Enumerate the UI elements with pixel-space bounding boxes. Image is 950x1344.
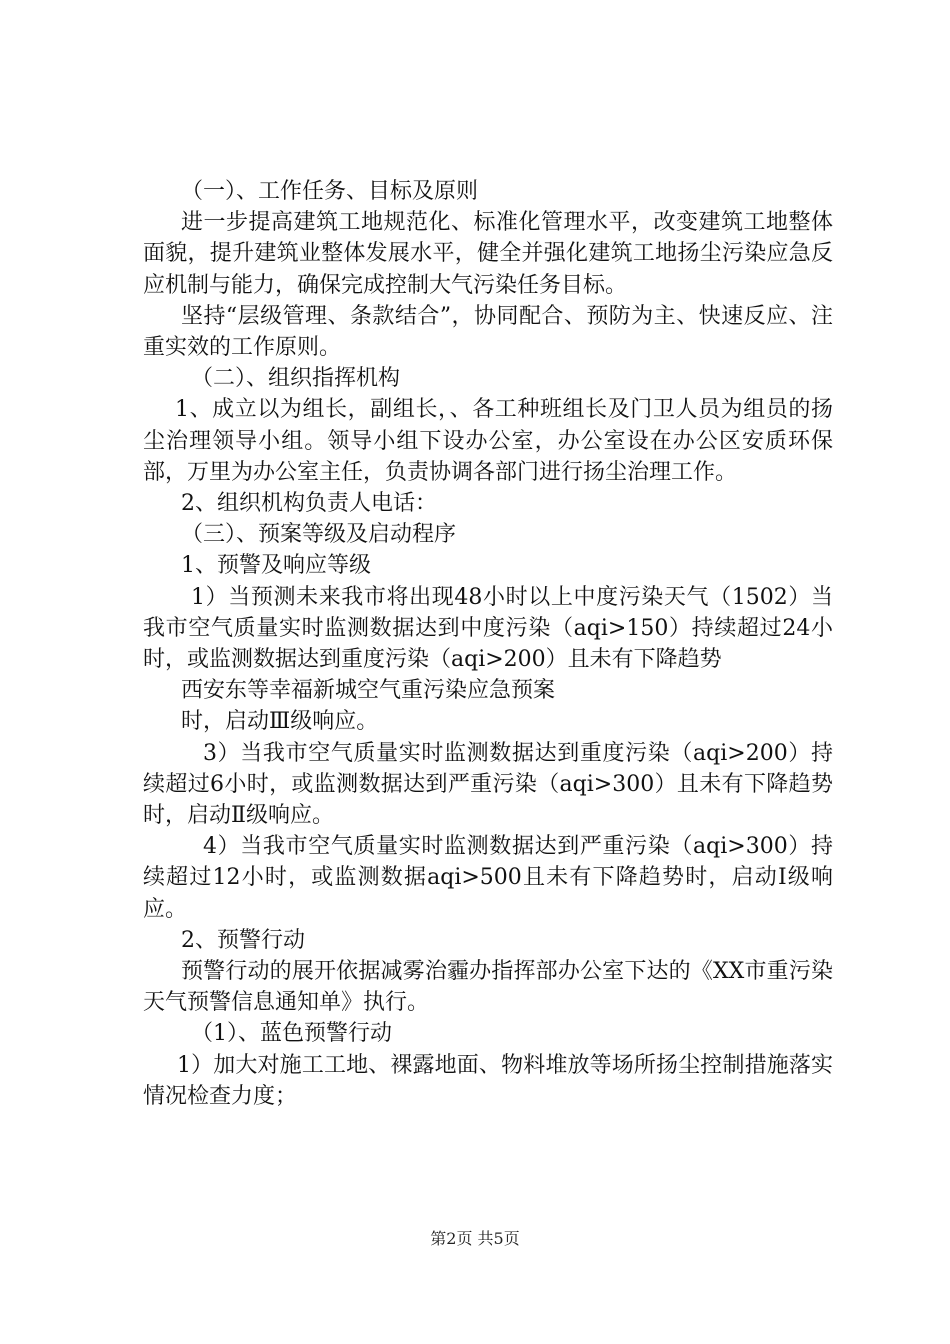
paragraph: 1）当预测未来我市将出现48小时以上中度污染天气（1502）当我市空气质量实时监测数据达到中度污染（aqi>150）持续超过24小时，或监测数据达到重度污染（aqi>200）且未有下降趋势 bbox=[143, 584, 833, 673]
section-heading-3: （三）、预案等级及启动程序 bbox=[181, 522, 457, 548]
document-body bbox=[143, 176, 833, 1112]
section-heading-2: （二）、组织指挥机构 bbox=[191, 366, 401, 392]
paragraph: 时，启动Ⅲ级响应。 bbox=[181, 709, 379, 735]
paragraph: 预警行动的展开依据减雾治霾办指挥部办公室下达的《XX市重污染天气预警信息通知单》执行。 bbox=[143, 959, 833, 1016]
embedded-title-line: 西安东等幸福新城空气重污染应急预案 bbox=[181, 678, 556, 704]
paragraph: 4）当我市空气质量实时监测数据达到严重污染（aqi>300）持续超过12小时，或监测数据aqi>500且未有下降趋势时，启动Ⅰ级响应。 bbox=[143, 834, 833, 922]
sub-heading: 1、预警及响应等级 bbox=[181, 553, 371, 579]
paragraph: 坚持“层级管理、条款结合”，协同配合、预防为主、快速反应、注重实效的工作原则。 bbox=[143, 303, 833, 361]
paragraph: 1）加大对施工工地、裸露地面、物料堆放等场所扬尘控制措施落实情况检查力度； bbox=[143, 1052, 833, 1109]
section-heading-1: （一）、工作任务、目标及原则 bbox=[181, 179, 479, 204]
paragraph: 进一步提高建筑工地规范化、标准化管理水平，改变建筑工地整体面貌，提升建筑业整体发展水平，健全并强化建筑工地扬尘污染应急反应机制与能力，确保完成控制大气污染任务目标。 bbox=[143, 210, 833, 298]
sub-heading: 2、预警行动 bbox=[181, 927, 305, 953]
paragraph: 1、成立以为组长，副组长，、各工种班组长及门卫人员为组员的扬尘治理领导小组。领导小组下设办公室，办公室设在办公区安质环保部，万里为办公室主任，负责协调各部门进行扬尘治理工作。 bbox=[143, 397, 833, 485]
page-footer: 第2页 共5页 bbox=[430, 1229, 520, 1248]
sub-heading: （1）、蓝色预警行动 bbox=[191, 1021, 392, 1047]
paragraph: 3）当我市空气质量实时监测数据达到重度污染（aqi>200）持续超过6小时，或监测数据达到严重污染（aqi>300）且未有下降趋势时，启动Ⅱ级响应。 bbox=[143, 740, 833, 829]
paragraph: 2、组织机构负责人电话： bbox=[181, 491, 437, 517]
